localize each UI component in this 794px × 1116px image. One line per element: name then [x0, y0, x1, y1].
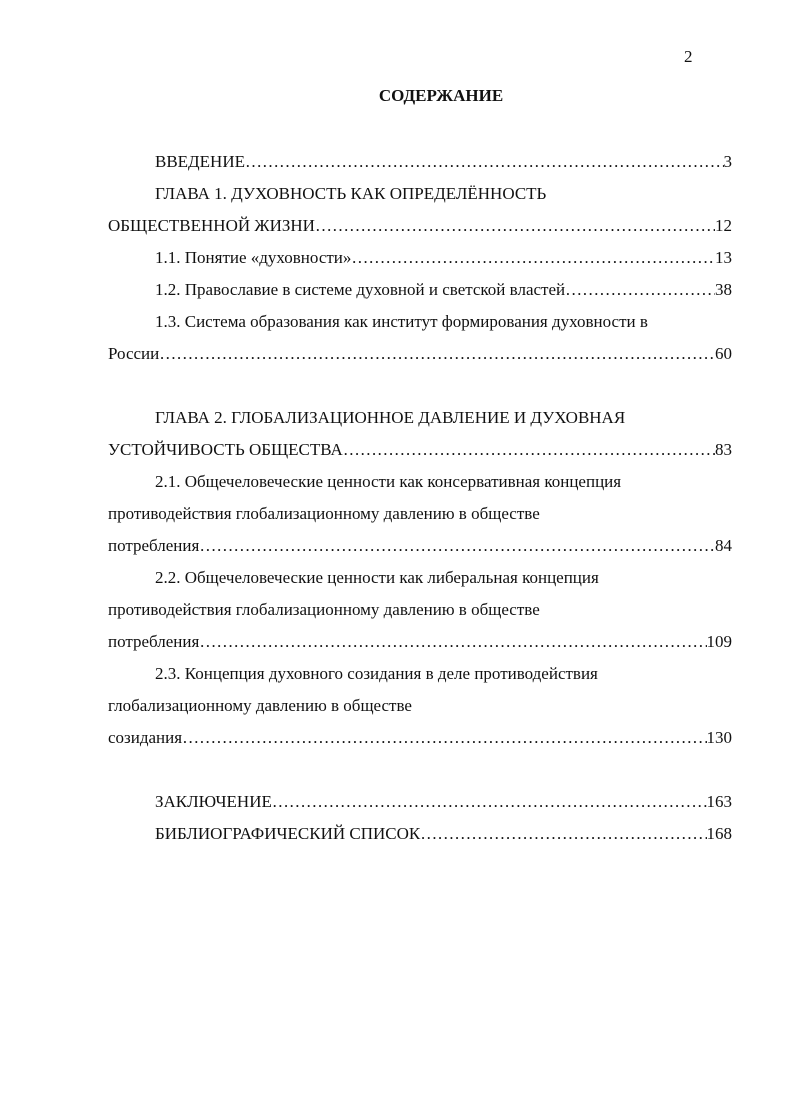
- toc-entry-label: 1.2. Православие в системе духовной и светской властей: [155, 280, 566, 299]
- toc-page-number: 130: [706, 728, 732, 747]
- toc-page-number: 109: [706, 632, 732, 651]
- toc-entry-label: 1.3. Система образования как институт формирования духовности в: [155, 312, 648, 331]
- toc-entry-label: БИБЛИОГРАФИЧЕСКИЙ СПИСОК: [155, 824, 421, 843]
- page-number: 2: [684, 47, 693, 66]
- leader-dots: [272, 786, 707, 818]
- toc-page-number: 83: [715, 440, 732, 459]
- leader-dots: [199, 626, 706, 658]
- toc-entry-section-1-2: [108, 274, 732, 306]
- toc-entry-introduction: [108, 146, 732, 178]
- toc-entry-bibliography: [108, 818, 732, 850]
- toc-entry-section-1-1: [108, 242, 732, 274]
- toc-entry-label: 2.2. Общечеловеческие ценности как либеральная концепция: [155, 568, 599, 587]
- leader-dots: [245, 146, 724, 178]
- toc-entry-label: России: [108, 344, 160, 363]
- toc-entry-label: ГЛАВА 1. ДУХОВНОСТЬ КАК ОПРЕДЕЛЁННОСТЬ: [155, 184, 547, 203]
- toc-entry-conclusion: [108, 786, 732, 818]
- leader-dots: [315, 210, 715, 242]
- toc-page-number: 12: [715, 216, 732, 235]
- toc-entry-label: 2.1. Общечеловеческие ценности как консервативная концепция: [155, 472, 622, 491]
- toc-page-number: 168: [706, 824, 732, 843]
- leader-dots: [199, 530, 715, 562]
- toc-entry-label: противодействия глобализационному давлению в обществе: [108, 600, 540, 619]
- leader-dots: [420, 818, 706, 850]
- toc-entry-label: ОБЩЕСТВЕННОЙ ЖИЗНИ: [108, 216, 315, 235]
- toc-entry-label: созидания: [108, 728, 183, 747]
- toc-entry-chapter-1: [108, 178, 732, 242]
- toc-page-number: 13: [715, 248, 732, 267]
- toc-entry-label: потребления: [108, 632, 200, 651]
- toc-entry-section-2-2: [108, 562, 732, 658]
- leader-dots: [343, 434, 715, 466]
- toc-title: СОДЕРЖАНИЕ: [378, 86, 504, 105]
- toc-entry-label: 2.3. Концепция духовного созидания в деле противодействия: [155, 664, 598, 683]
- leader-dots: [565, 274, 715, 306]
- leader-dots: [159, 338, 715, 370]
- toc-page-number: 38: [715, 280, 732, 299]
- toc-page-number: 163: [706, 792, 732, 811]
- toc-entry-label: ЗАКЛЮЧЕНИЕ: [155, 792, 272, 811]
- toc-entry-label: ВВЕДЕНИЕ: [155, 152, 245, 171]
- toc-entry-chapter-2: [108, 402, 732, 466]
- toc-entry-section-2-3: [108, 658, 732, 754]
- toc-entry-label: потребления: [108, 536, 200, 555]
- leader-dots: [351, 242, 715, 274]
- toc-entry-section-2-1: [108, 466, 732, 562]
- toc-entry-label: глобализационному давлению в обществе: [108, 696, 412, 715]
- toc-entry-label: 1.1. Понятие «духовности»: [155, 248, 352, 267]
- toc-page-number: 3: [723, 152, 732, 171]
- toc-entry-label: противодействия глобализационному давлению в обществе: [108, 504, 540, 523]
- leader-dots: [182, 722, 706, 754]
- toc-page-number: 60: [715, 344, 732, 363]
- table-of-contents: [108, 146, 732, 850]
- toc-entry-label: УСТОЙЧИВОСТЬ ОБЩЕСТВА: [108, 440, 343, 459]
- toc-entry-label: ГЛАВА 2. ГЛОБАЛИЗАЦИОННОЕ ДАВЛЕНИЕ И ДУХОВНАЯ: [155, 408, 626, 427]
- toc-page-number: 84: [715, 536, 732, 555]
- toc-entry-section-1-3: [108, 306, 732, 370]
